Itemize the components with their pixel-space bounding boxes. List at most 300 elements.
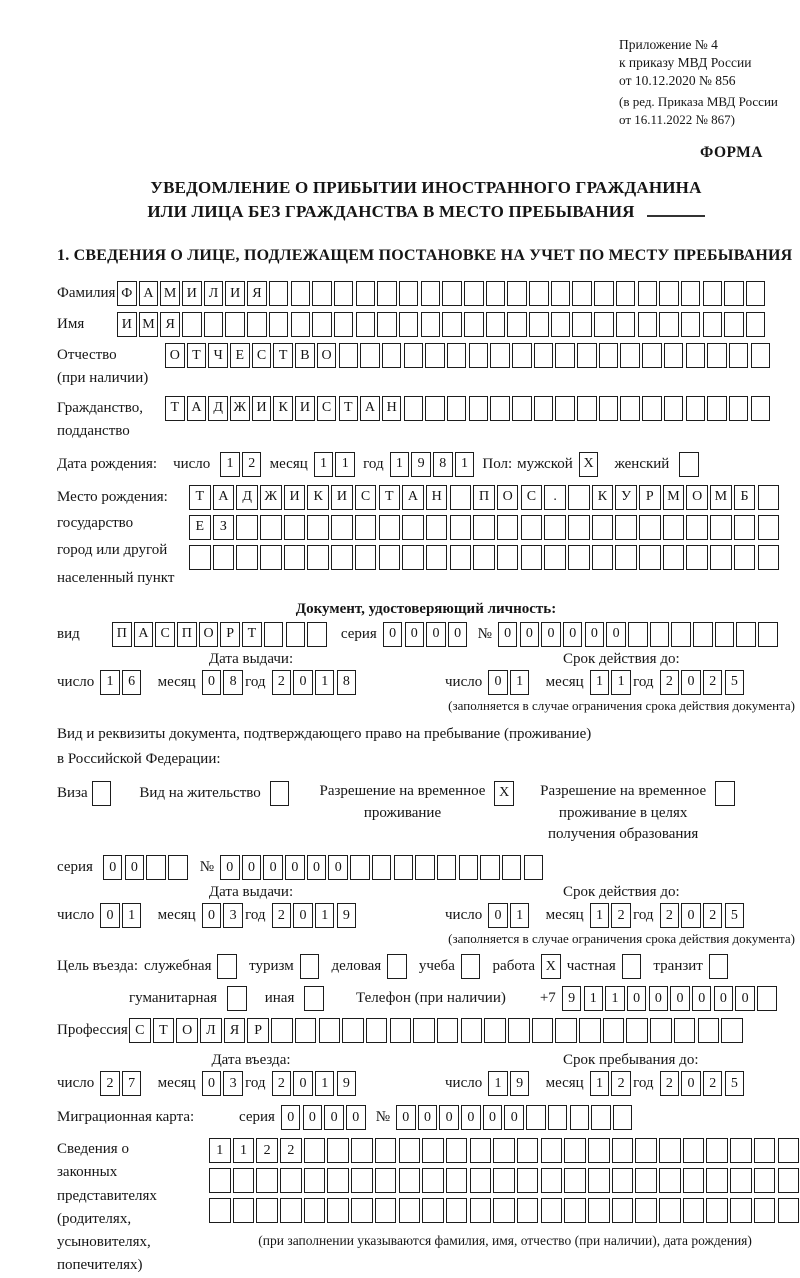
sex-female-checkbox[interactable] [679, 452, 701, 477]
char-cell[interactable] [635, 1138, 657, 1163]
char-cell[interactable] [642, 396, 662, 421]
char-cell[interactable]: Б [734, 485, 756, 510]
char-cell[interactable] [778, 1198, 800, 1223]
char-cell[interactable] [356, 281, 376, 306]
char-cell[interactable] [568, 545, 590, 570]
char-cell[interactable]: 0 [563, 622, 583, 647]
char-cell[interactable] [615, 545, 637, 570]
char-cell[interactable]: О [317, 343, 337, 368]
char-cell[interactable] [638, 281, 658, 306]
char-cell[interactable]: 2 [611, 903, 631, 928]
char-cell[interactable]: П [112, 622, 132, 647]
char-cell[interactable]: С [355, 485, 377, 510]
char-cell[interactable]: 0 [541, 622, 561, 647]
char-cell[interactable]: И [182, 281, 202, 306]
char-cell[interactable] [612, 1198, 634, 1223]
char-cell[interactable] [502, 855, 522, 880]
char-cell[interactable] [422, 1198, 444, 1223]
char-cell[interactable] [758, 545, 780, 570]
char-cell[interactable] [521, 545, 543, 570]
char-cell[interactable]: 2 [242, 452, 262, 477]
char-cell[interactable] [698, 1018, 720, 1043]
char-cell[interactable]: 0 [100, 903, 120, 928]
char-cell[interactable] [529, 281, 549, 306]
char-cell[interactable] [529, 312, 549, 337]
char-cell[interactable] [470, 1138, 492, 1163]
char-cell[interactable]: 2 [660, 903, 680, 928]
purpose-work-checkbox[interactable] [541, 954, 563, 979]
char-cell[interactable]: . [544, 485, 566, 510]
char-cell[interactable]: 1 [220, 452, 240, 477]
char-cell[interactable]: 1 [611, 670, 631, 695]
char-cell[interactable] [758, 622, 778, 647]
char-cell[interactable] [233, 1168, 255, 1193]
char-cell[interactable]: 1 [335, 452, 355, 477]
char-cell[interactable]: 1 [590, 670, 610, 695]
char-cell[interactable]: А [360, 396, 380, 421]
char-cell[interactable] [548, 1105, 568, 1130]
char-cell[interactable] [524, 855, 544, 880]
char-cell[interactable] [693, 622, 713, 647]
char-cell[interactable] [264, 622, 284, 647]
char-cell[interactable]: Т [273, 343, 293, 368]
char-cell[interactable] [447, 343, 467, 368]
char-cell[interactable] [710, 545, 732, 570]
char-cell[interactable]: 0 [488, 903, 508, 928]
char-cell[interactable] [372, 855, 392, 880]
char-cell[interactable]: 5 [725, 1071, 745, 1096]
char-cell[interactable] [577, 343, 597, 368]
char-cell[interactable] [271, 1018, 293, 1043]
char-cell[interactable] [663, 545, 685, 570]
char-cell[interactable] [497, 545, 519, 570]
char-cell[interactable]: 0 [439, 1105, 459, 1130]
char-cell[interactable] [551, 281, 571, 306]
char-cell[interactable]: И [331, 485, 353, 510]
char-cell[interactable]: С [155, 622, 175, 647]
char-cell[interactable] [450, 485, 472, 510]
char-cell[interactable] [551, 312, 571, 337]
char-cell[interactable] [734, 545, 756, 570]
purpose-study-checkbox[interactable] [461, 954, 483, 979]
char-cell[interactable] [659, 281, 679, 306]
char-cell[interactable] [236, 515, 258, 540]
char-cell[interactable] [493, 1168, 515, 1193]
char-cell[interactable] [730, 1198, 752, 1223]
char-cell[interactable]: 2 [100, 1071, 120, 1096]
char-cell[interactable] [480, 855, 500, 880]
char-cell[interactable] [260, 515, 282, 540]
char-cell[interactable] [425, 343, 445, 368]
char-cell[interactable] [659, 312, 679, 337]
char-cell[interactable]: М [139, 312, 159, 337]
char-cell[interactable]: 0 [328, 855, 348, 880]
char-cell[interactable] [225, 312, 245, 337]
char-cell[interactable] [304, 1168, 326, 1193]
char-cell[interactable] [729, 343, 749, 368]
char-cell[interactable]: 1 [122, 903, 142, 928]
char-cell[interactable] [572, 312, 592, 337]
char-cell[interactable]: П [177, 622, 197, 647]
char-cell[interactable] [541, 1198, 563, 1223]
char-cell[interactable] [422, 1138, 444, 1163]
char-cell[interactable]: Т [187, 343, 207, 368]
char-cell[interactable]: 0 [220, 855, 240, 880]
char-cell[interactable]: 2 [660, 1071, 680, 1096]
char-cell[interactable] [599, 343, 619, 368]
char-cell[interactable] [304, 1138, 326, 1163]
char-cell[interactable]: 0 [483, 1105, 503, 1130]
char-cell[interactable] [754, 1168, 776, 1193]
char-cell[interactable]: Ж [230, 396, 250, 421]
char-cell[interactable]: 1 [233, 1138, 255, 1163]
char-cell[interactable]: 2 [703, 670, 723, 695]
char-cell[interactable] [517, 1198, 539, 1223]
char-cell[interactable] [493, 1198, 515, 1223]
char-cell[interactable] [375, 1138, 397, 1163]
char-cell[interactable]: 0 [202, 903, 222, 928]
char-cell[interactable] [269, 281, 289, 306]
char-cell[interactable] [671, 622, 691, 647]
char-cell[interactable] [307, 545, 329, 570]
char-cell[interactable] [286, 622, 306, 647]
char-cell[interactable] [591, 1105, 611, 1130]
char-cell[interactable] [758, 485, 780, 510]
char-cell[interactable]: И [225, 281, 245, 306]
char-cell[interactable] [686, 343, 706, 368]
char-cell[interactable]: Ф [117, 281, 137, 306]
char-cell[interactable]: 0 [606, 622, 626, 647]
char-cell[interactable] [227, 986, 247, 1011]
char-cell[interactable] [331, 545, 353, 570]
char-cell[interactable] [256, 1168, 278, 1193]
char-cell[interactable] [572, 281, 592, 306]
char-cell[interactable] [734, 515, 756, 540]
char-cell[interactable] [754, 1198, 776, 1223]
char-cell[interactable]: В [295, 343, 315, 368]
char-cell[interactable] [521, 515, 543, 540]
char-cell[interactable] [425, 396, 445, 421]
char-cell[interactable] [659, 1168, 681, 1193]
char-cell[interactable] [377, 312, 397, 337]
purpose-official-checkbox[interactable] [217, 954, 239, 979]
char-cell[interactable] [168, 855, 188, 880]
char-cell[interactable]: О [686, 485, 708, 510]
char-cell[interactable] [577, 396, 597, 421]
char-cell[interactable] [706, 1168, 728, 1193]
char-cell[interactable] [284, 545, 306, 570]
char-cell[interactable] [706, 1138, 728, 1163]
char-cell[interactable] [663, 515, 685, 540]
char-cell[interactable] [377, 281, 397, 306]
char-cell[interactable] [426, 515, 448, 540]
char-cell[interactable] [579, 1018, 601, 1043]
char-cell[interactable] [291, 281, 311, 306]
char-cell[interactable] [746, 312, 766, 337]
char-cell[interactable] [350, 855, 370, 880]
char-cell[interactable] [594, 312, 614, 337]
char-cell[interactable] [469, 396, 489, 421]
char-cell[interactable]: 1 [510, 903, 530, 928]
char-cell[interactable] [534, 343, 554, 368]
char-cell[interactable]: Р [220, 622, 240, 647]
char-cell[interactable] [599, 396, 619, 421]
char-cell[interactable]: 0 [281, 1105, 301, 1130]
char-cell[interactable]: 1 [100, 670, 120, 695]
char-cell[interactable] [351, 1138, 373, 1163]
char-cell[interactable]: О [165, 343, 185, 368]
char-cell[interactable] [379, 515, 401, 540]
char-cell[interactable]: 3 [223, 1071, 243, 1096]
char-cell[interactable] [269, 312, 289, 337]
char-cell[interactable] [730, 1138, 752, 1163]
char-cell[interactable] [327, 1198, 349, 1223]
char-cell[interactable] [446, 1198, 468, 1223]
char-cell[interactable] [300, 954, 320, 979]
char-cell[interactable]: Ч [208, 343, 228, 368]
char-cell[interactable] [686, 396, 706, 421]
char-cell[interactable] [512, 396, 532, 421]
char-cell[interactable] [291, 312, 311, 337]
char-cell[interactable]: Р [247, 1018, 269, 1043]
char-cell[interactable] [473, 545, 495, 570]
char-cell[interactable] [746, 281, 766, 306]
char-cell[interactable] [626, 1018, 648, 1043]
char-cell[interactable]: 0 [692, 986, 712, 1011]
char-cell[interactable]: 0 [681, 670, 701, 695]
char-cell[interactable] [508, 1018, 530, 1043]
char-cell[interactable] [312, 281, 332, 306]
char-cell[interactable] [331, 515, 353, 540]
char-cell[interactable]: 0 [346, 1105, 366, 1130]
char-cell[interactable]: 2 [256, 1138, 278, 1163]
char-cell[interactable] [470, 1168, 492, 1193]
char-cell[interactable]: Т [339, 396, 359, 421]
char-cell[interactable] [564, 1138, 586, 1163]
char-cell[interactable] [256, 1198, 278, 1223]
char-cell[interactable] [674, 1018, 696, 1043]
char-cell[interactable] [327, 1138, 349, 1163]
char-cell[interactable]: 2 [272, 903, 292, 928]
char-cell[interactable] [404, 343, 424, 368]
char-cell[interactable]: 0 [202, 1071, 222, 1096]
char-cell[interactable] [736, 622, 756, 647]
char-cell[interactable] [307, 515, 329, 540]
char-cell[interactable]: 2 [703, 903, 723, 928]
char-cell[interactable]: 8 [223, 670, 243, 695]
char-cell[interactable] [399, 1168, 421, 1193]
char-cell[interactable] [592, 515, 614, 540]
char-cell[interactable]: 1 [315, 670, 335, 695]
char-cell[interactable]: 0 [293, 1071, 313, 1096]
char-cell[interactable] [217, 954, 237, 979]
char-cell[interactable] [664, 396, 684, 421]
char-cell[interactable] [355, 515, 377, 540]
char-cell[interactable]: 7 [122, 1071, 142, 1096]
char-cell[interactable] [721, 1018, 743, 1043]
purpose-other-checkbox[interactable] [304, 986, 326, 1011]
char-cell[interactable] [486, 312, 506, 337]
vnzh-checkbox[interactable] [270, 781, 292, 806]
char-cell[interactable] [493, 1138, 515, 1163]
char-cell[interactable] [517, 1168, 539, 1193]
char-cell[interactable]: 0 [103, 855, 123, 880]
char-cell[interactable]: 0 [585, 622, 605, 647]
char-cell[interactable] [304, 1198, 326, 1223]
char-cell[interactable]: 0 [293, 903, 313, 928]
char-cell[interactable]: 0 [405, 622, 425, 647]
char-cell[interactable]: 2 [611, 1071, 631, 1096]
char-cell[interactable] [603, 1018, 625, 1043]
char-cell[interactable]: 1 [455, 452, 475, 477]
char-cell[interactable]: 2 [703, 1071, 723, 1096]
char-cell[interactable] [464, 281, 484, 306]
char-cell[interactable] [461, 1018, 483, 1043]
char-cell[interactable]: 1 [315, 903, 335, 928]
char-cell[interactable]: 8 [337, 670, 357, 695]
char-cell[interactable] [334, 281, 354, 306]
char-cell[interactable]: Я [224, 1018, 246, 1043]
char-cell[interactable]: 0 [263, 855, 283, 880]
char-cell[interactable]: 0 [627, 986, 647, 1011]
char-cell[interactable]: 0 [520, 622, 540, 647]
char-cell[interactable] [182, 312, 202, 337]
char-cell[interactable] [334, 312, 354, 337]
char-cell[interactable] [555, 396, 575, 421]
char-cell[interactable] [447, 396, 467, 421]
char-cell[interactable]: 0 [396, 1105, 416, 1130]
char-cell[interactable]: О [176, 1018, 198, 1043]
char-cell[interactable] [442, 281, 462, 306]
char-cell[interactable] [751, 343, 771, 368]
char-cell[interactable] [464, 312, 484, 337]
char-cell[interactable] [399, 1138, 421, 1163]
char-cell[interactable]: О [199, 622, 219, 647]
char-cell[interactable] [512, 343, 532, 368]
char-cell[interactable] [568, 485, 590, 510]
char-cell[interactable] [642, 343, 662, 368]
char-cell[interactable]: Л [200, 1018, 222, 1043]
char-cell[interactable] [236, 545, 258, 570]
char-cell[interactable]: С [252, 343, 272, 368]
char-cell[interactable] [568, 515, 590, 540]
char-cell[interactable]: 0 [681, 1071, 701, 1096]
char-cell[interactable] [620, 343, 640, 368]
char-cell[interactable]: 1 [314, 452, 334, 477]
char-cell[interactable] [351, 1198, 373, 1223]
char-cell[interactable]: М [663, 485, 685, 510]
char-cell[interactable] [304, 986, 324, 1011]
char-cell[interactable]: 0 [307, 855, 327, 880]
purpose-business-checkbox[interactable] [387, 954, 409, 979]
char-cell[interactable] [555, 343, 575, 368]
char-cell[interactable] [570, 1105, 590, 1130]
char-cell[interactable] [588, 1198, 610, 1223]
char-cell[interactable]: К [273, 396, 293, 421]
char-cell[interactable] [351, 1168, 373, 1193]
char-cell[interactable] [450, 545, 472, 570]
char-cell[interactable]: И [117, 312, 137, 337]
char-cell[interactable]: А [187, 396, 207, 421]
char-cell[interactable] [470, 1198, 492, 1223]
char-cell[interactable]: О [497, 485, 519, 510]
char-cell[interactable]: 0 [461, 1105, 481, 1130]
char-cell[interactable]: Н [426, 485, 448, 510]
char-cell[interactable]: Я [247, 281, 267, 306]
char-cell[interactable] [399, 312, 419, 337]
char-cell[interactable] [327, 1168, 349, 1193]
char-cell[interactable]: М [710, 485, 732, 510]
char-cell[interactable]: 0 [426, 622, 446, 647]
char-cell[interactable] [588, 1138, 610, 1163]
char-cell[interactable]: 1 [488, 1071, 508, 1096]
char-cell[interactable] [146, 855, 166, 880]
char-cell[interactable] [683, 1168, 705, 1193]
char-cell[interactable] [437, 1018, 459, 1043]
char-cell[interactable] [664, 343, 684, 368]
char-cell[interactable] [486, 281, 506, 306]
char-cell[interactable] [446, 1168, 468, 1193]
char-cell[interactable] [639, 545, 661, 570]
char-cell[interactable] [209, 1168, 231, 1193]
char-cell[interactable]: Д [236, 485, 258, 510]
char-cell[interactable] [703, 281, 723, 306]
char-cell[interactable] [564, 1168, 586, 1193]
char-cell[interactable]: 8 [433, 452, 453, 477]
char-cell[interactable] [342, 1018, 364, 1043]
char-cell[interactable] [544, 515, 566, 540]
char-cell[interactable]: 0 [303, 1105, 323, 1130]
char-cell[interactable] [615, 515, 637, 540]
char-cell[interactable]: 0 [504, 1105, 524, 1130]
char-cell[interactable]: Т [242, 622, 262, 647]
char-cell[interactable] [497, 515, 519, 540]
char-cell[interactable] [189, 545, 211, 570]
char-cell[interactable] [650, 1018, 672, 1043]
char-cell[interactable] [421, 312, 441, 337]
char-cell[interactable] [450, 515, 472, 540]
char-cell[interactable] [260, 545, 282, 570]
char-cell[interactable] [555, 1018, 577, 1043]
char-cell[interactable]: К [307, 485, 329, 510]
char-cell[interactable] [394, 855, 414, 880]
char-cell[interactable] [366, 1018, 388, 1043]
char-cell[interactable] [710, 515, 732, 540]
char-cell[interactable]: 0 [202, 670, 222, 695]
char-cell[interactable] [413, 1018, 435, 1043]
char-cell[interactable] [729, 396, 749, 421]
char-cell[interactable]: С [521, 485, 543, 510]
char-cell[interactable] [622, 954, 642, 979]
char-cell[interactable]: 2 [280, 1138, 302, 1163]
char-cell[interactable] [588, 1168, 610, 1193]
char-cell[interactable]: А [402, 485, 424, 510]
purpose-transit-checkbox[interactable] [709, 954, 731, 979]
char-cell[interactable] [683, 1198, 705, 1223]
rvp-edu-checkbox[interactable] [715, 781, 737, 806]
char-cell[interactable] [390, 1018, 412, 1043]
char-cell[interactable]: П [473, 485, 495, 510]
purpose-humanitarian-checkbox[interactable] [227, 986, 249, 1011]
char-cell[interactable]: 0 [418, 1105, 438, 1130]
char-cell[interactable] [594, 281, 614, 306]
char-cell[interactable]: Д [208, 396, 228, 421]
char-cell[interactable]: 2 [272, 1071, 292, 1096]
char-cell[interactable] [375, 1198, 397, 1223]
char-cell[interactable]: Т [379, 485, 401, 510]
visa-checkbox[interactable] [92, 781, 114, 806]
char-cell[interactable] [679, 452, 699, 477]
